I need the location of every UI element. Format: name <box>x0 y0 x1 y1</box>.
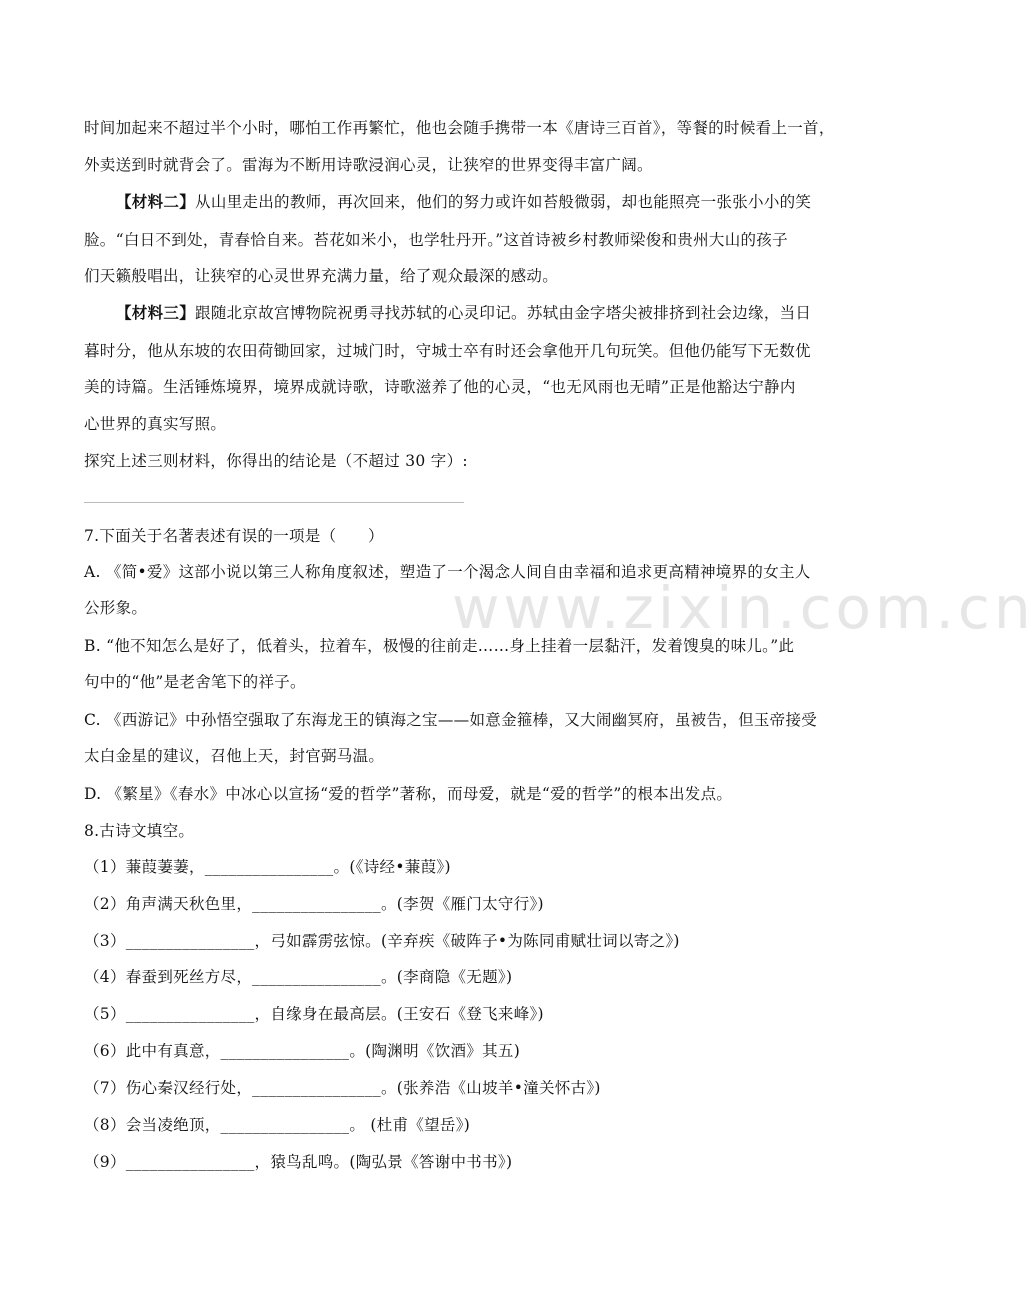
fill-blank-item: （7）伤心秦汉经行处，________________。(张养浩《山坡羊•潼关怀古》) <box>84 1079 601 1097</box>
fill-blank-item: （1）蒹葭萋萋，________________。(《诗经•蒹葭》) <box>84 858 451 876</box>
answer-line[interactable] <box>84 502 464 503</box>
paragraph-line: 美的诗篇。生活锤炼境界，境界成就诗歌，诗歌滋养了他的心灵，“也无风雨也无晴”正是他豁达宁静内 <box>84 378 796 396</box>
option-b-line: 句中的“他”是老舍笔下的祥子。 <box>84 673 306 691</box>
paragraph-line: 暮时分，他从东坡的农田荷锄回家，过城门时，守城士卒有时还会拿他开几句玩笑。但他仍能写下无数优 <box>84 342 811 360</box>
option-c-line: 太白金星的建议，召他上天，封官弼马温。 <box>84 747 385 765</box>
material-three <box>116 303 876 323</box>
paragraph-line: 外卖送到时就背会了。雷海为不断用诗歌浸润心灵，让狭窄的世界变得丰富广阔。 <box>84 156 653 174</box>
material-two <box>116 192 876 212</box>
paragraph-line: 们天籁般唱出，让狭窄的心灵世界充满力量，给了观众最深的感动。 <box>84 267 559 285</box>
fill-blank-item: （9）________________，猿鸟乱鸣。(陶弘景《答谢中书书》) <box>84 1153 513 1171</box>
fill-blank-item: （2）角声满天秋色里，________________。(李贺《雁门太守行》) <box>84 895 544 913</box>
option-a-line: A. 《简•爱》这部小说以第三人称角度叙述，塑造了一个渴念人间自由幸福和追求更高精神境界的女主人 <box>84 563 811 581</box>
paragraph-line: 心世界的真实写照。 <box>84 415 227 433</box>
explore-prompt: 探究上述三则材料，你得出的结论是（不超过 30 字）: <box>84 452 468 470</box>
fill-blank-item: （4）春蚕到死丝方尽，________________。(李商隐《无题》) <box>84 968 513 986</box>
watermark: www.zixin.com.cn <box>452 574 1035 642</box>
fill-blank-item: （8）会当凌绝顶，________________。 (杜甫《望岳》) <box>84 1116 471 1134</box>
option-a-line: 公形象。 <box>84 599 148 617</box>
fill-blank-item: （6）此中有真意，________________。(陶渊明《饮酒》其五) <box>84 1042 521 1060</box>
paragraph-line: 脸。“白日不到处，青春恰自来。苔花如米小，也学牡丹开。”这首诗被乡村教师梁俊和贵州大山的孩子 <box>84 231 788 249</box>
paragraph-text: 从山里走出的教师，再次回来，他们的努力或许如苔般微弱，却也能照亮一张张小小的笑 <box>195 193 812 211</box>
fill-blank-item: （3）________________，弓如霹雳弦惊。(辛弃疾《破阵子•为陈同甫赋壮词以寄之》) <box>84 932 680 950</box>
material-two-label: 【材料二】 <box>116 192 196 211</box>
question-7: 7.下面关于名著表述有误的一项是（ ） <box>84 527 384 545</box>
material-three-label: 【材料三】 <box>116 303 196 322</box>
option-c-line: C. 《西游记》中孙悟空强取了东海龙王的镇海之宝——如意金箍棒，又大闹幽冥府，虽被告，但玉帝接受 <box>84 711 818 729</box>
fill-blank-item: （5）________________，自缘身在最高层。(王安石《登飞来峰》) <box>84 1005 544 1023</box>
option-b-line: B. “他不知怎么是好了，低着头，拉着车，极慢的往前走……身上挂着一层黏汗，发着馊臭的味儿。”此 <box>84 637 795 655</box>
option-d-line: D. 《繁星》《春水》中冰心以宣扬“爱的哲学”著称，而母爱，就是“爱的哲学”的根本出发点。 <box>84 785 733 803</box>
paragraph-text: 跟随北京故宫博物院祝勇寻找苏轼的心灵印记。苏轼由金字塔尖被排挤到社会边缘，当日 <box>195 304 812 322</box>
paragraph-line: 时间加起来不超过半个小时，哪怕工作再繁忙，他也会随手携带一本《唐诗三百首》，等餐的时候看上一首， <box>84 119 835 137</box>
question-8: 8.古诗文填空。 <box>84 822 195 840</box>
